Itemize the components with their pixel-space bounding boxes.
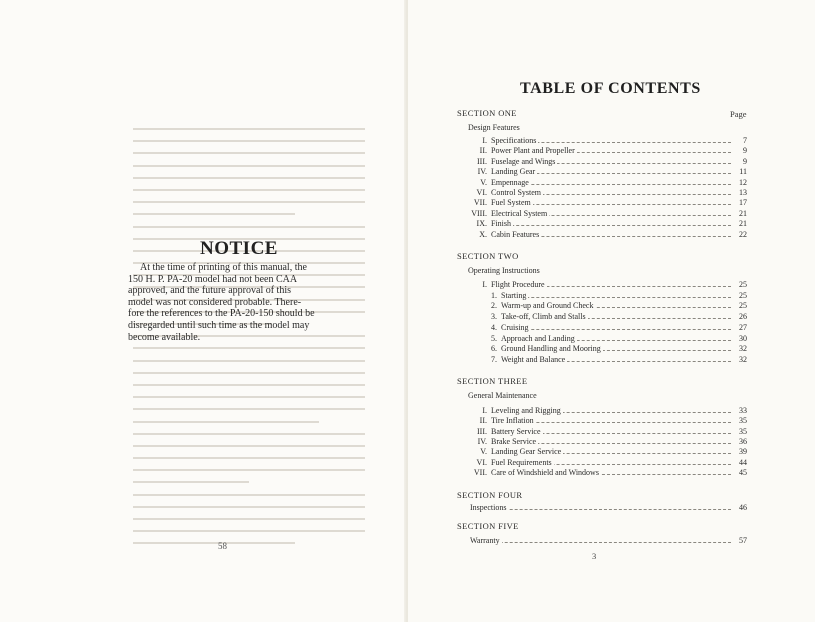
toc-entry-number: I.	[482, 280, 487, 289]
toc-entry-number: VII.	[473, 467, 487, 477]
toc-entry-title: Control System	[491, 188, 542, 197]
toc-entry-page: 25	[739, 301, 747, 311]
bleed-through-line	[133, 213, 295, 215]
bleed-through-line	[133, 226, 365, 228]
toc-entry-page: 9	[743, 156, 747, 166]
toc-entry[interactable]	[465, 334, 747, 344]
section-label: SECTION TWO	[457, 251, 519, 261]
toc-entry-page: 17	[739, 198, 747, 208]
toc-entry[interactable]	[455, 198, 747, 208]
toc-entry-title: Inspections	[470, 503, 507, 512]
bleed-through-line	[133, 372, 365, 374]
bleed-through-line	[133, 433, 365, 435]
toc-entry[interactable]	[455, 468, 747, 478]
toc-entry-page: 21	[739, 219, 747, 229]
bleed-through-line	[133, 140, 365, 142]
toc-entry-number: VII.	[473, 198, 487, 208]
toc-entry-page: 46	[739, 503, 747, 512]
notice-line: fore the references to the PA-20-150 should be	[128, 308, 315, 320]
bleed-through-line	[133, 360, 365, 362]
section-subtitle: Design Features	[468, 123, 520, 132]
toc-entry-title: Fuselage and Wings	[491, 156, 556, 166]
toc-entry[interactable]	[455, 230, 747, 240]
toc-entry-number: 5.	[491, 333, 497, 343]
notice-body	[128, 262, 318, 343]
toc-entry-number: IV.	[477, 436, 487, 446]
toc-title: TABLE OF CONTENTS	[520, 80, 701, 97]
toc-entry-title: Warranty	[470, 536, 500, 545]
left-page-number: 58	[218, 541, 227, 551]
toc-entry-page: 21	[739, 208, 747, 218]
notice-line: 150 H. P. PA-20 model had not been CAA	[128, 273, 298, 285]
toc-entry-title: Electrical System	[491, 208, 548, 218]
toc-entry-page: 44	[739, 457, 747, 467]
toc-entry-title: Specifications	[491, 136, 537, 145]
notice-line: At the time of printing of this manual, the	[140, 262, 307, 273]
toc-entry-number: 1.	[491, 290, 497, 300]
toc-entry-title: Flight Procedure	[491, 280, 545, 289]
toc-entry-title: Fuel System	[491, 198, 531, 208]
toc-entry-number: II.	[479, 416, 487, 426]
toc-entry-title: Brake Service	[491, 436, 537, 446]
toc-entry-number: III.	[477, 426, 487, 436]
notice-title: NOTICE	[200, 238, 278, 259]
toc-entry[interactable]	[455, 427, 747, 437]
bleed-through-line	[133, 445, 365, 447]
toc-entry-page: 39	[739, 447, 747, 457]
notice-line: approved, and the future approval of this	[128, 285, 292, 297]
section-subtitle: General Maintenance	[468, 391, 537, 400]
toc-entry[interactable]	[465, 355, 747, 365]
toc-entry-number: V.	[480, 177, 487, 187]
toc-entry-number: 7.	[491, 354, 497, 364]
bleed-through-line	[133, 177, 365, 179]
toc-entry-title: Care of Windshield and Windows	[491, 467, 599, 477]
toc-entry-page: 32	[739, 344, 747, 354]
toc-entry[interactable]	[434, 503, 747, 513]
bleed-through-line	[133, 347, 365, 349]
bleed-through-line	[133, 152, 365, 154]
section-subtitle: Operating Instructions	[468, 266, 540, 275]
toc-entry[interactable]	[455, 447, 747, 457]
toc-entry-page: 25	[739, 280, 747, 289]
notice-line: model was not considered probable. There-	[128, 296, 302, 308]
bleed-through-line	[133, 542, 295, 544]
dot-leader	[491, 225, 731, 226]
toc-entry[interactable]	[465, 323, 747, 333]
bleed-through-line	[133, 128, 365, 130]
toc-entry-number: I.	[482, 136, 487, 145]
toc-entry-page: 33	[739, 406, 747, 415]
bleed-through-line	[133, 469, 365, 471]
toc-entry-number: II.	[479, 146, 487, 156]
toc-entry-number: III.	[477, 156, 487, 166]
notice-line: disregarded until such time as the model may	[128, 319, 310, 331]
toc-entry-number: 6.	[491, 344, 497, 354]
toc-entry-page: 30	[739, 333, 747, 343]
toc-entry-title: Cabin Features	[491, 229, 540, 239]
toc-entry-page: 57	[739, 536, 747, 545]
toc-entry-title: Ground Handling and Mooring	[501, 344, 601, 354]
bleed-through-line	[133, 165, 365, 167]
toc-entry-number: 2.	[491, 301, 497, 311]
bleed-through-line	[133, 421, 319, 423]
bleed-through-line	[133, 457, 365, 459]
toc-entry[interactable]	[465, 312, 747, 322]
toc-entry[interactable]	[465, 291, 747, 301]
toc-entry[interactable]	[455, 146, 747, 156]
toc-entry-page: 11	[739, 167, 747, 177]
bleed-through-line	[133, 189, 365, 191]
toc-entry-page: 45	[739, 467, 747, 477]
toc-entry-number: 3.	[491, 312, 497, 322]
toc-entry-number: IV.	[477, 167, 487, 177]
toc-entry-page: 25	[739, 290, 747, 300]
dot-leader	[470, 509, 731, 510]
toc-entry-page: 22	[739, 229, 747, 239]
toc-entry-title: Warm-up and Ground Check	[501, 301, 594, 311]
toc-entry[interactable]	[455, 188, 747, 198]
toc-entry-number: X.	[479, 229, 487, 239]
dot-leader	[501, 329, 731, 330]
toc-entry[interactable]	[465, 301, 747, 311]
bleed-through-line	[133, 518, 365, 520]
toc-entry-number: 4.	[491, 322, 497, 332]
toc-entry[interactable]	[455, 416, 747, 426]
toc-entry[interactable]	[434, 536, 747, 546]
toc-entry[interactable]	[455, 437, 747, 447]
toc-entry-page: 26	[739, 312, 747, 322]
toc-entry-page: 35	[739, 426, 747, 436]
bleed-through-line	[133, 494, 365, 496]
bleed-through-line	[133, 396, 365, 398]
toc-entry[interactable]	[455, 219, 747, 229]
toc-entry-number: IX.	[476, 219, 487, 229]
bleed-through-line	[133, 201, 365, 203]
section-label: SECTION FOUR	[457, 490, 523, 500]
dot-leader	[470, 542, 731, 543]
toc-entry-title: Power Plant and Propeller	[491, 146, 575, 156]
toc-entry-title: Landing Gear Service	[491, 447, 562, 457]
section-label: SECTION THREE	[457, 376, 528, 386]
bleed-through-line	[133, 408, 365, 410]
toc-entry-title: Take-off, Climb and Stalls	[501, 312, 586, 322]
bleed-through-line	[133, 530, 365, 532]
toc-entry-number: VI.	[476, 188, 487, 197]
toc-entry[interactable]	[465, 344, 747, 354]
toc-entry-page: 35	[739, 416, 747, 426]
toc-entry[interactable]	[455, 458, 747, 468]
toc-entry-page: 36	[739, 436, 747, 446]
toc-entry[interactable]	[455, 167, 747, 177]
toc-entry-page: 12	[739, 177, 747, 187]
toc-entry[interactable]	[455, 280, 747, 290]
toc-entry-title: Battery Service	[491, 426, 541, 436]
toc-entry[interactable]	[455, 157, 747, 167]
toc-entry-title: Leveling and Rigging	[491, 406, 561, 415]
toc-entry[interactable]	[455, 136, 747, 146]
toc-entry-title: Empennage	[491, 177, 529, 187]
right-page-number: 3	[592, 551, 597, 561]
toc-entry-page: 13	[739, 188, 747, 197]
toc-entry-title: Tire Inflation	[491, 416, 534, 426]
toc-entry-title: Cruising	[501, 322, 529, 332]
toc-entry-title: Approach and Landing	[501, 333, 575, 343]
section-label: SECTION FIVE	[457, 521, 519, 531]
toc-entry-title: Landing Gear	[491, 167, 536, 177]
toc-entry-number: V.	[480, 447, 487, 457]
toc-entry-number: I.	[482, 406, 487, 415]
bleed-through-line	[133, 384, 365, 386]
bleed-through-line	[133, 506, 365, 508]
toc-entry-number: VIII.	[471, 208, 487, 218]
toc-entry[interactable]	[455, 209, 747, 219]
toc-entry-page: 7	[743, 136, 747, 145]
toc-entry-title: Starting	[501, 290, 527, 300]
page-column-label: Page	[730, 109, 747, 119]
toc-entry-page: 27	[739, 322, 747, 332]
toc-entry-page: 32	[739, 354, 747, 364]
toc-entry-number: VI.	[476, 457, 487, 467]
section-label: SECTION ONE	[457, 108, 517, 118]
toc-entry-title: Finish	[491, 219, 512, 229]
notice-line: become available.	[128, 331, 201, 343]
toc-entry-title: Fuel Requirements	[491, 457, 552, 467]
dot-leader	[501, 297, 731, 298]
toc-entry-page: 9	[743, 146, 747, 156]
toc-entry[interactable]	[455, 178, 747, 188]
bleed-through-line	[133, 481, 249, 483]
toc-entry[interactable]	[455, 406, 747, 416]
toc-entry-title: Weight and Balance	[501, 354, 566, 364]
